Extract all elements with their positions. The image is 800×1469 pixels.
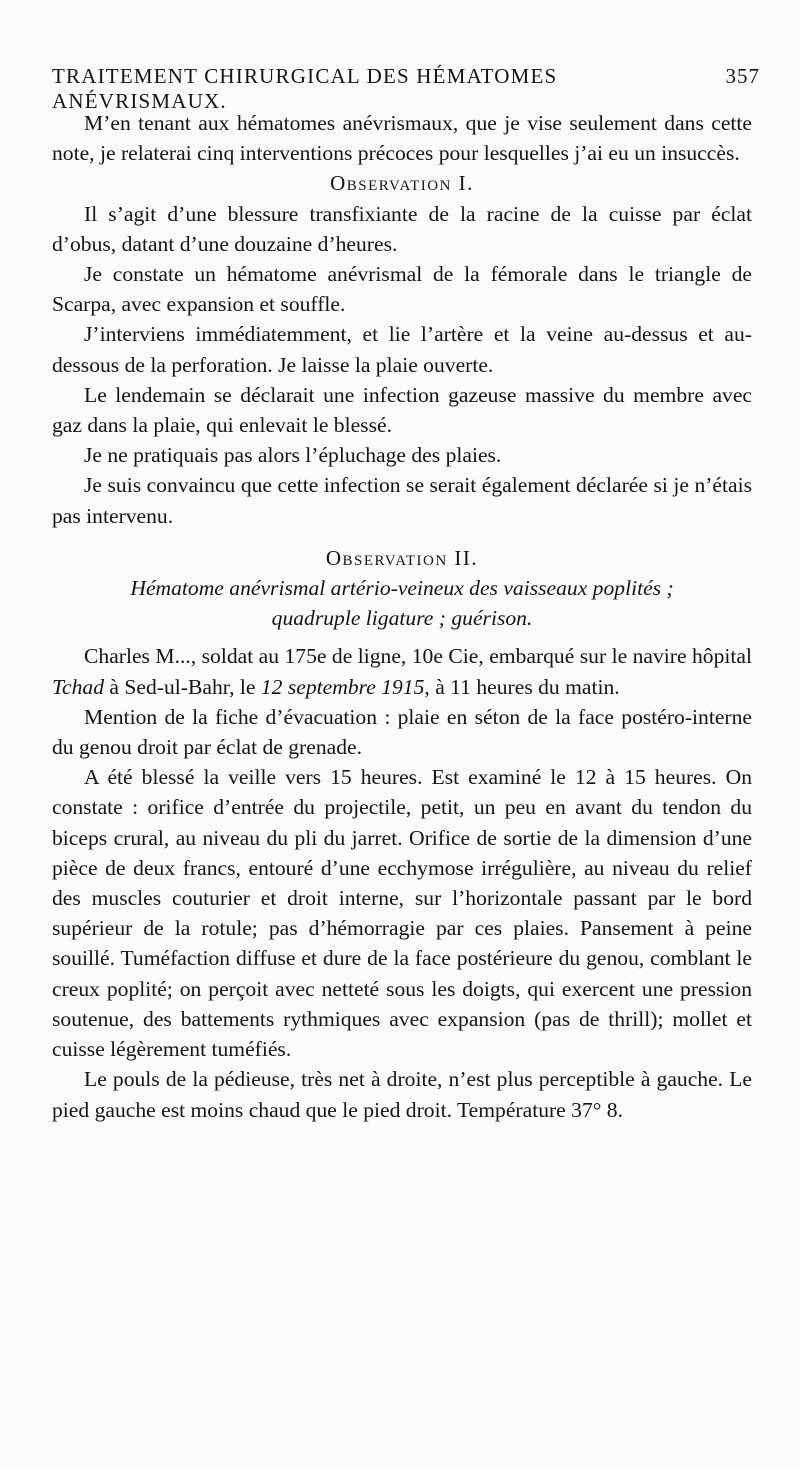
text-run: Charles M..., soldat au 175e de ligne, 10e Cie, embarqué sur le navire hôpital bbox=[84, 644, 752, 669]
running-title: TRAITEMENT CHIRURGICAL DES HÉMATOMES ANÉVRISMAUX. bbox=[52, 64, 558, 113]
obs1-paragraph: Je constate un hématome anévrismal de la fémorale dans le triangle de Scarpa, avec expansion et souffle. bbox=[52, 262, 752, 317]
text-run: à Sed-ul-Bahr, le bbox=[104, 674, 261, 699]
obs1-paragraph: J’interviens immédiatemment, et lie l’artère et la veine au-dessus et au-dessous de la perforation. Je laisse la plaie ouverte. bbox=[52, 322, 752, 377]
observation-2-subtitle: quadruple ligature ; guérison. bbox=[271, 606, 533, 631]
intro-paragraph: M’en tenant aux hématomes anévrismaux, que je vise seulement dans cette note, je relaterai cinq interventions précoces pour lesquelles j’ai eu un insuccès. bbox=[52, 111, 752, 166]
obs1-paragraph: Le lendemain se déclarait une infection gazeuse massive du membre avec gaz dans la plaie, qui enlevait le blessé. bbox=[52, 382, 752, 438]
obs2-paragraph bbox=[52, 641, 752, 701]
observation-1-heading: Observation I. bbox=[330, 171, 474, 196]
obs1-paragraph: Il s’agit d’une blessure transfixiante de la racine de la cuisse par éclat d’obus, datant d’une douzaine d’heures. bbox=[52, 201, 752, 256]
page-number: 357 bbox=[725, 64, 760, 88]
ship-name: Tchad bbox=[52, 674, 105, 699]
observation-2-heading: Observation II. bbox=[325, 545, 479, 570]
obs2-paragraph: Le pouls de la pédieuse, très net à droite, n’est plus perceptible à gauche. Le pied gauche est moins chaud que le pied droit. Température 37° 8. bbox=[52, 1067, 752, 1122]
obs2-paragraph: A été blessé la veille vers 15 heures. Est examiné le 12 à 15 heures. On constate : orifice d’entrée du projectile, petit, un peu en avant du tendon du biceps crural, au niveau du pli du jarret. Orifice de sortie de la dimension d’une pièce de deux francs, entouré d’une ecchymose irrégulière, au niveau du relief des muscles couturier et droit interne, sur l’horizontale passant par le bord supérieur de la rotule; pas d’hémorragie par ces plaies. Pansement à peine souillé. Tuméfaction diffuse et dure de la face postérieure du genou, comblant le creux poplité; on perçoit avec netteté sous les doigts, qui exercent une pression soutenue, des battements rythmiques avec expansion (pas de thrill); mollet et cuisse légèrement tuméfiés. bbox=[52, 765, 752, 1062]
page-body bbox=[52, 108, 752, 1125]
obs1-paragraph: Je suis convaincu que cette infection se serait également déclarée si je n’étais pas intervenu. bbox=[52, 473, 752, 528]
text-run: , à 11 heures du matin. bbox=[424, 674, 620, 699]
observation-2-subtitle: Hématome anévrismal artério-veineux des vaisseaux poplités ; bbox=[130, 576, 674, 601]
obs1-paragraph: Je ne pratiquais pas alors l’épluchage des plaies. bbox=[84, 443, 502, 468]
running-header bbox=[52, 64, 760, 114]
date: 12 septembre 1915 bbox=[260, 674, 425, 699]
obs2-paragraph: Mention de la fiche d’évacuation : plaie en séton de la face postéro-interne du genou droit par éclat de grenade. bbox=[52, 704, 752, 760]
